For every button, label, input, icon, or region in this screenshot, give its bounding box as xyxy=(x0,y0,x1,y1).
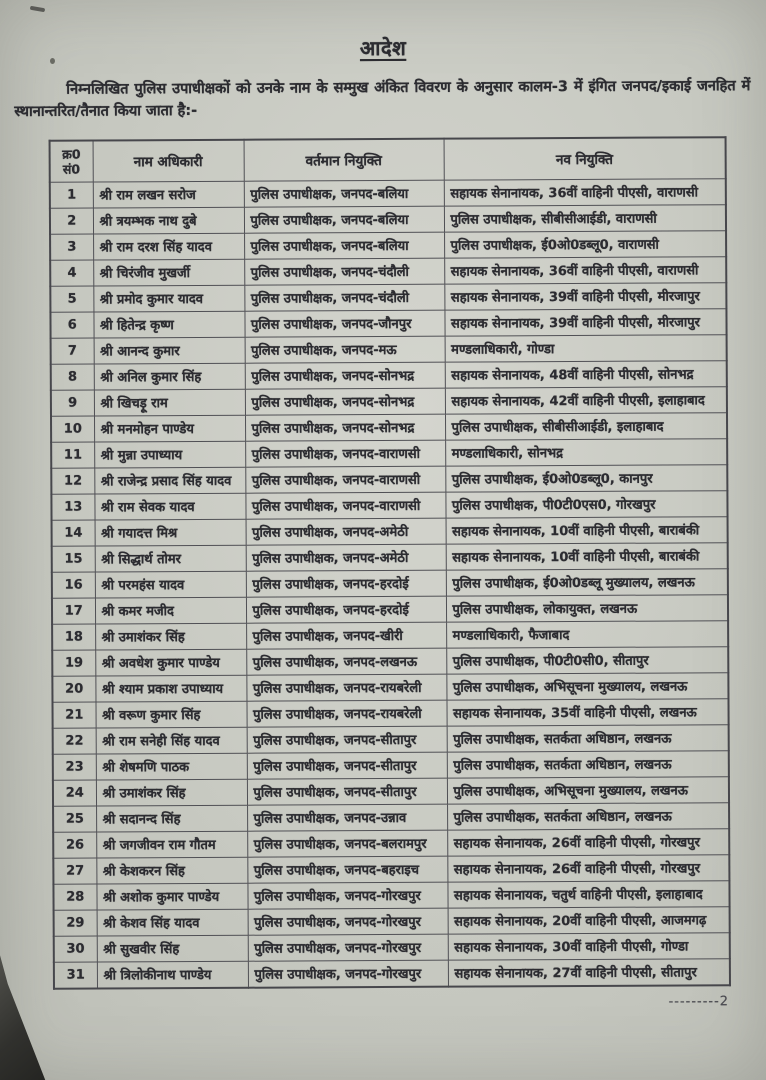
new-posting-cell: पुलिस उपाधीक्षक, अभिसूचना मुख्यालय, लखनऊ xyxy=(447,777,729,804)
header-officer-name: नाम अधिकारी xyxy=(93,140,244,182)
officer-name-cell: श्री सुखवीर सिंह xyxy=(97,935,248,962)
new-posting-cell: सहायक सेनानायक, चतुर्थ वाहिनी पीएसी, इलाहाबाद xyxy=(447,881,729,908)
table-row xyxy=(52,595,728,625)
table-row xyxy=(53,829,729,859)
header-serial: क्र0 सं0 xyxy=(50,140,93,182)
officer-name-cell: श्री केशव सिंह यादव xyxy=(97,909,248,936)
serial-cell: 10 xyxy=(51,416,94,442)
officer-name-cell: श्री वरूण कुमार सिंह xyxy=(95,701,246,728)
officer-name-cell: श्री मनमोहन पाण्डेय xyxy=(94,415,245,442)
table-row xyxy=(52,699,728,729)
officer-name-cell: श्री मुन्ना उपाध्याय xyxy=(94,441,245,468)
new-posting-cell: सहायक सेनानायक, 48वीं वाहिनी पीएसी, सोनभद्र xyxy=(445,361,727,388)
current-posting-cell: पुलिस उपाधीक्षक, जनपद-बलिया xyxy=(244,232,444,259)
serial-cell: 20 xyxy=(52,676,95,702)
new-posting-cell: पुलिस उपाधीक्षक, पी0टी0एस0, गोरखपुर xyxy=(445,491,727,518)
table-row xyxy=(52,673,728,703)
new-posting-cell: मण्डलाधिकारी, सोनभद्र xyxy=(445,439,727,466)
officer-name-cell: श्री शेषमणि पाठक xyxy=(96,753,247,780)
officer-name-cell: श्री चिरंजीव मुखर्जी xyxy=(93,259,244,286)
serial-cell: 27 xyxy=(53,858,96,884)
officer-name-cell: श्री गयादत्त मिश्र xyxy=(95,519,246,546)
table-row xyxy=(52,569,728,599)
current-posting-cell: पुलिस उपाधीक्षक, जनपद-सीतापुर xyxy=(247,726,447,753)
serial-cell: 13 xyxy=(51,494,94,520)
current-posting-cell: पुलिस उपाधीक्षक, जनपद-गोरखपुर xyxy=(248,908,448,935)
current-posting-cell: पुलिस उपाधीक्षक, जनपद-मऊ xyxy=(245,336,445,363)
new-posting-cell: पुलिस उपाधीक्षक, सतर्कता अधिष्ठान, लखनऊ xyxy=(447,803,729,830)
page-title: आदेश xyxy=(359,35,407,61)
serial-cell: 17 xyxy=(52,598,95,624)
new-posting-cell: सहायक सेनानायक, 10वीं वाहिनी पीएसी, बाराबंकी xyxy=(446,543,728,570)
new-posting-cell: पुलिस उपाधीक्षक, ई0ओ0डब्लू मुख्यालय, लखनऊ xyxy=(446,569,728,596)
officer-name-cell: श्री कमर मजीद xyxy=(95,597,246,624)
current-posting-cell: पुलिस उपाधीक्षक, जनपद-बहराइच xyxy=(247,856,447,883)
serial-cell: 8 xyxy=(51,364,94,390)
serial-cell: 11 xyxy=(51,442,94,468)
new-posting-cell: सहायक सेनानायक, 35वीं वाहिनी पीएसी, लखनऊ xyxy=(446,699,728,726)
current-posting-cell: पुलिस उपाधीक्षक, जनपद-चंदौली xyxy=(244,258,444,285)
current-posting-cell: पुलिस उपाधीक्षक, जनपद-बलिया xyxy=(244,206,444,233)
current-posting-cell: पुलिस उपाधीक्षक, जनपद-जौनपुर xyxy=(244,310,444,337)
table-row xyxy=(54,933,730,963)
officer-name-cell: श्री अशोक कुमार पाण्डेय xyxy=(96,883,247,910)
serial-cell: 6 xyxy=(50,312,93,338)
table-row xyxy=(54,907,730,937)
new-posting-cell: पुलिस उपाधीक्षक, ई0ओ0डब्लू0, कानपुर xyxy=(445,465,727,492)
officer-name-cell: श्री अनिल कुमार सिंह xyxy=(94,363,245,390)
current-posting-cell: पुलिस उपाधीक्षक, जनपद-खीरी xyxy=(246,622,446,649)
current-posting-cell: पुलिस उपाधीक्षक, जनपद-हरदोई xyxy=(246,596,446,623)
serial-cell: 14 xyxy=(52,520,95,546)
table-row xyxy=(51,413,727,443)
current-posting-cell: पुलिस उपाधीक्षक, जनपद-उन्नाव xyxy=(247,804,447,831)
current-posting-cell: पुलिस उपाधीक्षक, जनपद-चंदौली xyxy=(244,284,444,311)
stray-ink-mark-icon xyxy=(30,6,45,13)
officer-table-body xyxy=(50,179,730,989)
table-row xyxy=(50,231,726,261)
serial-cell: 18 xyxy=(52,624,95,650)
serial-cell: 9 xyxy=(51,390,94,416)
table-row xyxy=(51,335,727,365)
new-posting-cell: सहायक सेनानायक, 10वीं वाहिनी पीएसी, बाराबंकी xyxy=(446,517,728,544)
serial-cell: 30 xyxy=(54,936,97,962)
current-posting-cell: पुलिस उपाधीक्षक, जनपद-रायबरेली xyxy=(246,700,446,727)
current-posting-cell: पुलिस उपाधीक्षक, जनपद-सीतापुर xyxy=(247,778,447,805)
new-posting-cell: सहायक सेनानायक, 42वीं वाहिनी पीएसी, इलाहाबाद xyxy=(445,387,727,414)
transfer-table-wrap xyxy=(49,136,729,990)
header-new-posting: नव नियुक्ति xyxy=(444,137,726,180)
table-row xyxy=(53,777,729,807)
table-header-row xyxy=(50,137,726,182)
officer-name-cell: श्री उमाशंकर सिंह xyxy=(96,779,247,806)
table-row xyxy=(52,621,728,651)
serial-cell: 23 xyxy=(53,754,96,780)
serial-cell: 5 xyxy=(50,286,93,312)
current-posting-cell: पुलिस उपाधीक्षक, जनपद-बलिया xyxy=(244,180,444,207)
serial-cell: 28 xyxy=(53,884,96,910)
serial-cell: 3 xyxy=(50,234,93,260)
table-row xyxy=(50,179,726,209)
current-posting-cell: पुलिस उपाधीक्षक, जनपद-सोनभद्र xyxy=(245,414,445,441)
serial-cell: 21 xyxy=(52,702,95,728)
new-posting-cell: पुलिस उपाधीक्षक, सतर्कता अधिष्ठान, लखनऊ xyxy=(447,751,729,778)
new-posting-cell: मण्डलाधिकारी, गोण्डा xyxy=(445,335,727,362)
serial-cell: 22 xyxy=(53,728,96,754)
current-posting-cell: पुलिस उपाधीक्षक, जनपद-वाराणसी xyxy=(245,492,445,519)
current-posting-cell: पुलिस उपाधीक्षक, जनपद-गोरखपुर xyxy=(248,960,448,988)
page-continuation-mark: ---------2 xyxy=(668,994,730,1010)
serial-cell: 4 xyxy=(50,260,93,286)
table-row xyxy=(53,803,729,833)
serial-cell: 15 xyxy=(52,546,95,572)
new-posting-cell: सहायक सेनानायक, 39वीं वाहिनी पीएसी, मीरजापुर xyxy=(444,283,726,310)
transfer-table xyxy=(49,136,731,990)
current-posting-cell: पुलिस उपाधीक्षक, जनपद-सीतापुर xyxy=(247,752,447,779)
table-row xyxy=(53,855,729,885)
new-posting-cell: पुलिस उपाधीक्षक, अभिसूचना मुख्यालय, लखनऊ xyxy=(446,673,728,700)
serial-cell: 19 xyxy=(52,650,95,676)
officer-name-cell: श्री जगजीवन राम गौतम xyxy=(96,831,247,858)
new-posting-cell: सहायक सेनानायक, 39वीं वाहिनी पीएसी, मीरजापुर xyxy=(444,309,726,336)
table-row xyxy=(51,439,727,469)
officer-name-cell: श्री सिद्धार्थ तोमर xyxy=(95,545,246,572)
current-posting-cell: पुलिस उपाधीक्षक, जनपद-सोनभद्र xyxy=(245,362,445,389)
current-posting-cell: पुलिस उपाधीक्षक, जनपद-बलरामपुर xyxy=(247,830,447,857)
table-row xyxy=(53,881,729,911)
officer-name-cell: श्री आनन्द कुमार xyxy=(94,337,245,364)
header-current-posting: वर्तमान नियुक्ति xyxy=(244,139,444,182)
current-posting-cell: पुलिस उपाधीक्षक, जनपद-रायबरेली xyxy=(246,674,446,701)
officer-name-cell: श्री राजेन्द्र प्रसाद सिंह यादव xyxy=(94,467,245,494)
serial-cell: 31 xyxy=(54,962,97,989)
officer-name-cell: श्री राम सेवक यादव xyxy=(94,493,245,520)
serial-cell: 26 xyxy=(53,832,96,858)
new-posting-cell: सहायक सेनानायक, 26वीं वाहिनी पीएसी, गोरखपुर xyxy=(447,855,729,882)
officer-name-cell: श्री अवधेश कुमार पाण्डेय xyxy=(95,649,246,676)
new-posting-cell: सहायक सेनानायक, 27वीं वाहिनी पीएसी, सीतापुर xyxy=(448,959,730,987)
current-posting-cell: पुलिस उपाधीक्षक, जनपद-गोरखपुर xyxy=(247,882,447,909)
officer-name-cell: श्री त्रयम्भक नाथ दुबे xyxy=(93,207,244,234)
officer-name-cell: श्री केशकरन सिंह xyxy=(96,857,247,884)
officer-name-cell: श्री राम लखन सरोज xyxy=(93,181,244,208)
table-row xyxy=(50,257,726,287)
officer-name-cell: श्री त्रिलोकीनाथ पाण्डेय xyxy=(97,961,248,988)
table-row xyxy=(51,465,727,495)
intro-paragraph: निम्नलिखित पुलिस उपाधीक्षकों को उनके नाम के सम्मुख अंकित विवरण के अनुसार कालम-3 में इंगित जनपद/इकाई जनहित में स्थानान्तरित/तैनात किया जाता है:- xyxy=(14,78,751,121)
officer-name-cell: श्री उमाशंकर सिंह xyxy=(95,623,246,650)
serial-cell: 1 xyxy=(50,182,93,208)
officer-name-cell: श्री परमहंस यादव xyxy=(95,571,246,598)
new-posting-cell: मण्डलाधिकारी, फैजाबाद xyxy=(446,621,728,648)
serial-cell: 2 xyxy=(50,208,93,234)
new-posting-cell: पुलिस उपाधीक्षक, सीबीसीआईडी, वाराणसी xyxy=(444,205,726,232)
document-content xyxy=(0,32,766,1013)
table-row xyxy=(52,517,728,547)
new-posting-cell: सहायक सेनानायक, 36वीं वाहिनी पीएसी, वाराणसी xyxy=(444,179,726,206)
new-posting-cell: पुलिस उपाधीक्षक, सीबीसीआईडी, इलाहाबाद xyxy=(445,413,727,440)
current-posting-cell: पुलिस उपाधीक्षक, जनपद-हरदोई xyxy=(246,570,446,597)
serial-cell: 29 xyxy=(54,910,97,936)
officer-name-cell: श्री खिचड़ू राम xyxy=(94,389,245,416)
new-posting-cell: सहायक सेनानायक, 30वीं वाहिनी पीएसी, गोण्डा xyxy=(448,933,730,960)
new-posting-cell: सहायक सेनानायक, 26वीं वाहिनी पीएसी, गोरखपुर xyxy=(447,829,729,856)
table-row xyxy=(52,543,728,573)
new-posting-cell: पुलिस उपाधीक्षक, ई0ओ0डब्लू0, वाराणसी xyxy=(444,231,726,258)
table-row xyxy=(50,205,726,235)
serial-cell: 25 xyxy=(53,806,96,832)
current-posting-cell: पुलिस उपाधीक्षक, जनपद-गोरखपुर xyxy=(248,934,448,961)
officer-name-cell: श्री राम सनेही सिंह यादव xyxy=(96,727,247,754)
table-row xyxy=(50,309,726,339)
new-posting-cell: पुलिस उपाधीक्षक, सतर्कता अधिष्ठान, लखनऊ xyxy=(447,725,729,752)
serial-cell: 12 xyxy=(51,468,94,494)
officer-name-cell: श्री श्याम प्रकाश उपाध्याय xyxy=(95,675,246,702)
current-posting-cell: पुलिस उपाधीक्षक, जनपद-सोनभद्र xyxy=(245,388,445,415)
new-posting-cell: पुलिस उपाधीक्षक, लोकायुक्त, लखनऊ xyxy=(446,595,728,622)
current-posting-cell: पुलिस उपाधीक्षक, जनपद-अमेठी xyxy=(246,518,446,545)
new-posting-cell: सहायक सेनानायक, 20वीं वाहिनी पीएसी, आजमगढ़ xyxy=(448,907,730,934)
officer-name-cell: श्री प्रमोद कुमार यादव xyxy=(93,285,244,312)
officer-name-cell: श्री हितेन्द्र कृष्ण xyxy=(93,311,244,338)
table-row xyxy=(50,283,726,313)
new-posting-cell: सहायक सेनानायक, 36वीं वाहिनी पीएसी, वाराणसी xyxy=(444,257,726,284)
officer-name-cell: श्री राम दरश सिंह यादव xyxy=(93,233,244,260)
table-row xyxy=(54,959,730,989)
serial-cell: 24 xyxy=(53,780,96,806)
table-row xyxy=(52,647,728,677)
current-posting-cell: पुलिस उपाधीक्षक, जनपद-अमेठी xyxy=(246,544,446,571)
officer-name-cell: श्री सदानन्द सिंह xyxy=(96,805,247,832)
current-posting-cell: पुलिस उपाधीक्षक, जनपद-लखनऊ xyxy=(246,648,446,675)
table-row xyxy=(51,491,727,521)
table-row xyxy=(53,725,729,755)
current-posting-cell: पुलिस उपाधीक्षक, जनपद-वाराणसी xyxy=(245,466,445,493)
table-header xyxy=(50,137,726,182)
new-posting-cell: पुलिस उपाधीक्षक, पी0टी0सी0, सीतापुर xyxy=(446,647,728,674)
table-row xyxy=(51,387,727,417)
table-row xyxy=(51,361,727,391)
table-row xyxy=(53,751,729,781)
serial-cell: 7 xyxy=(51,338,94,364)
current-posting-cell: पुलिस उपाधीक्षक, जनपद-वाराणसी xyxy=(245,440,445,467)
serial-cell: 16 xyxy=(52,572,95,598)
